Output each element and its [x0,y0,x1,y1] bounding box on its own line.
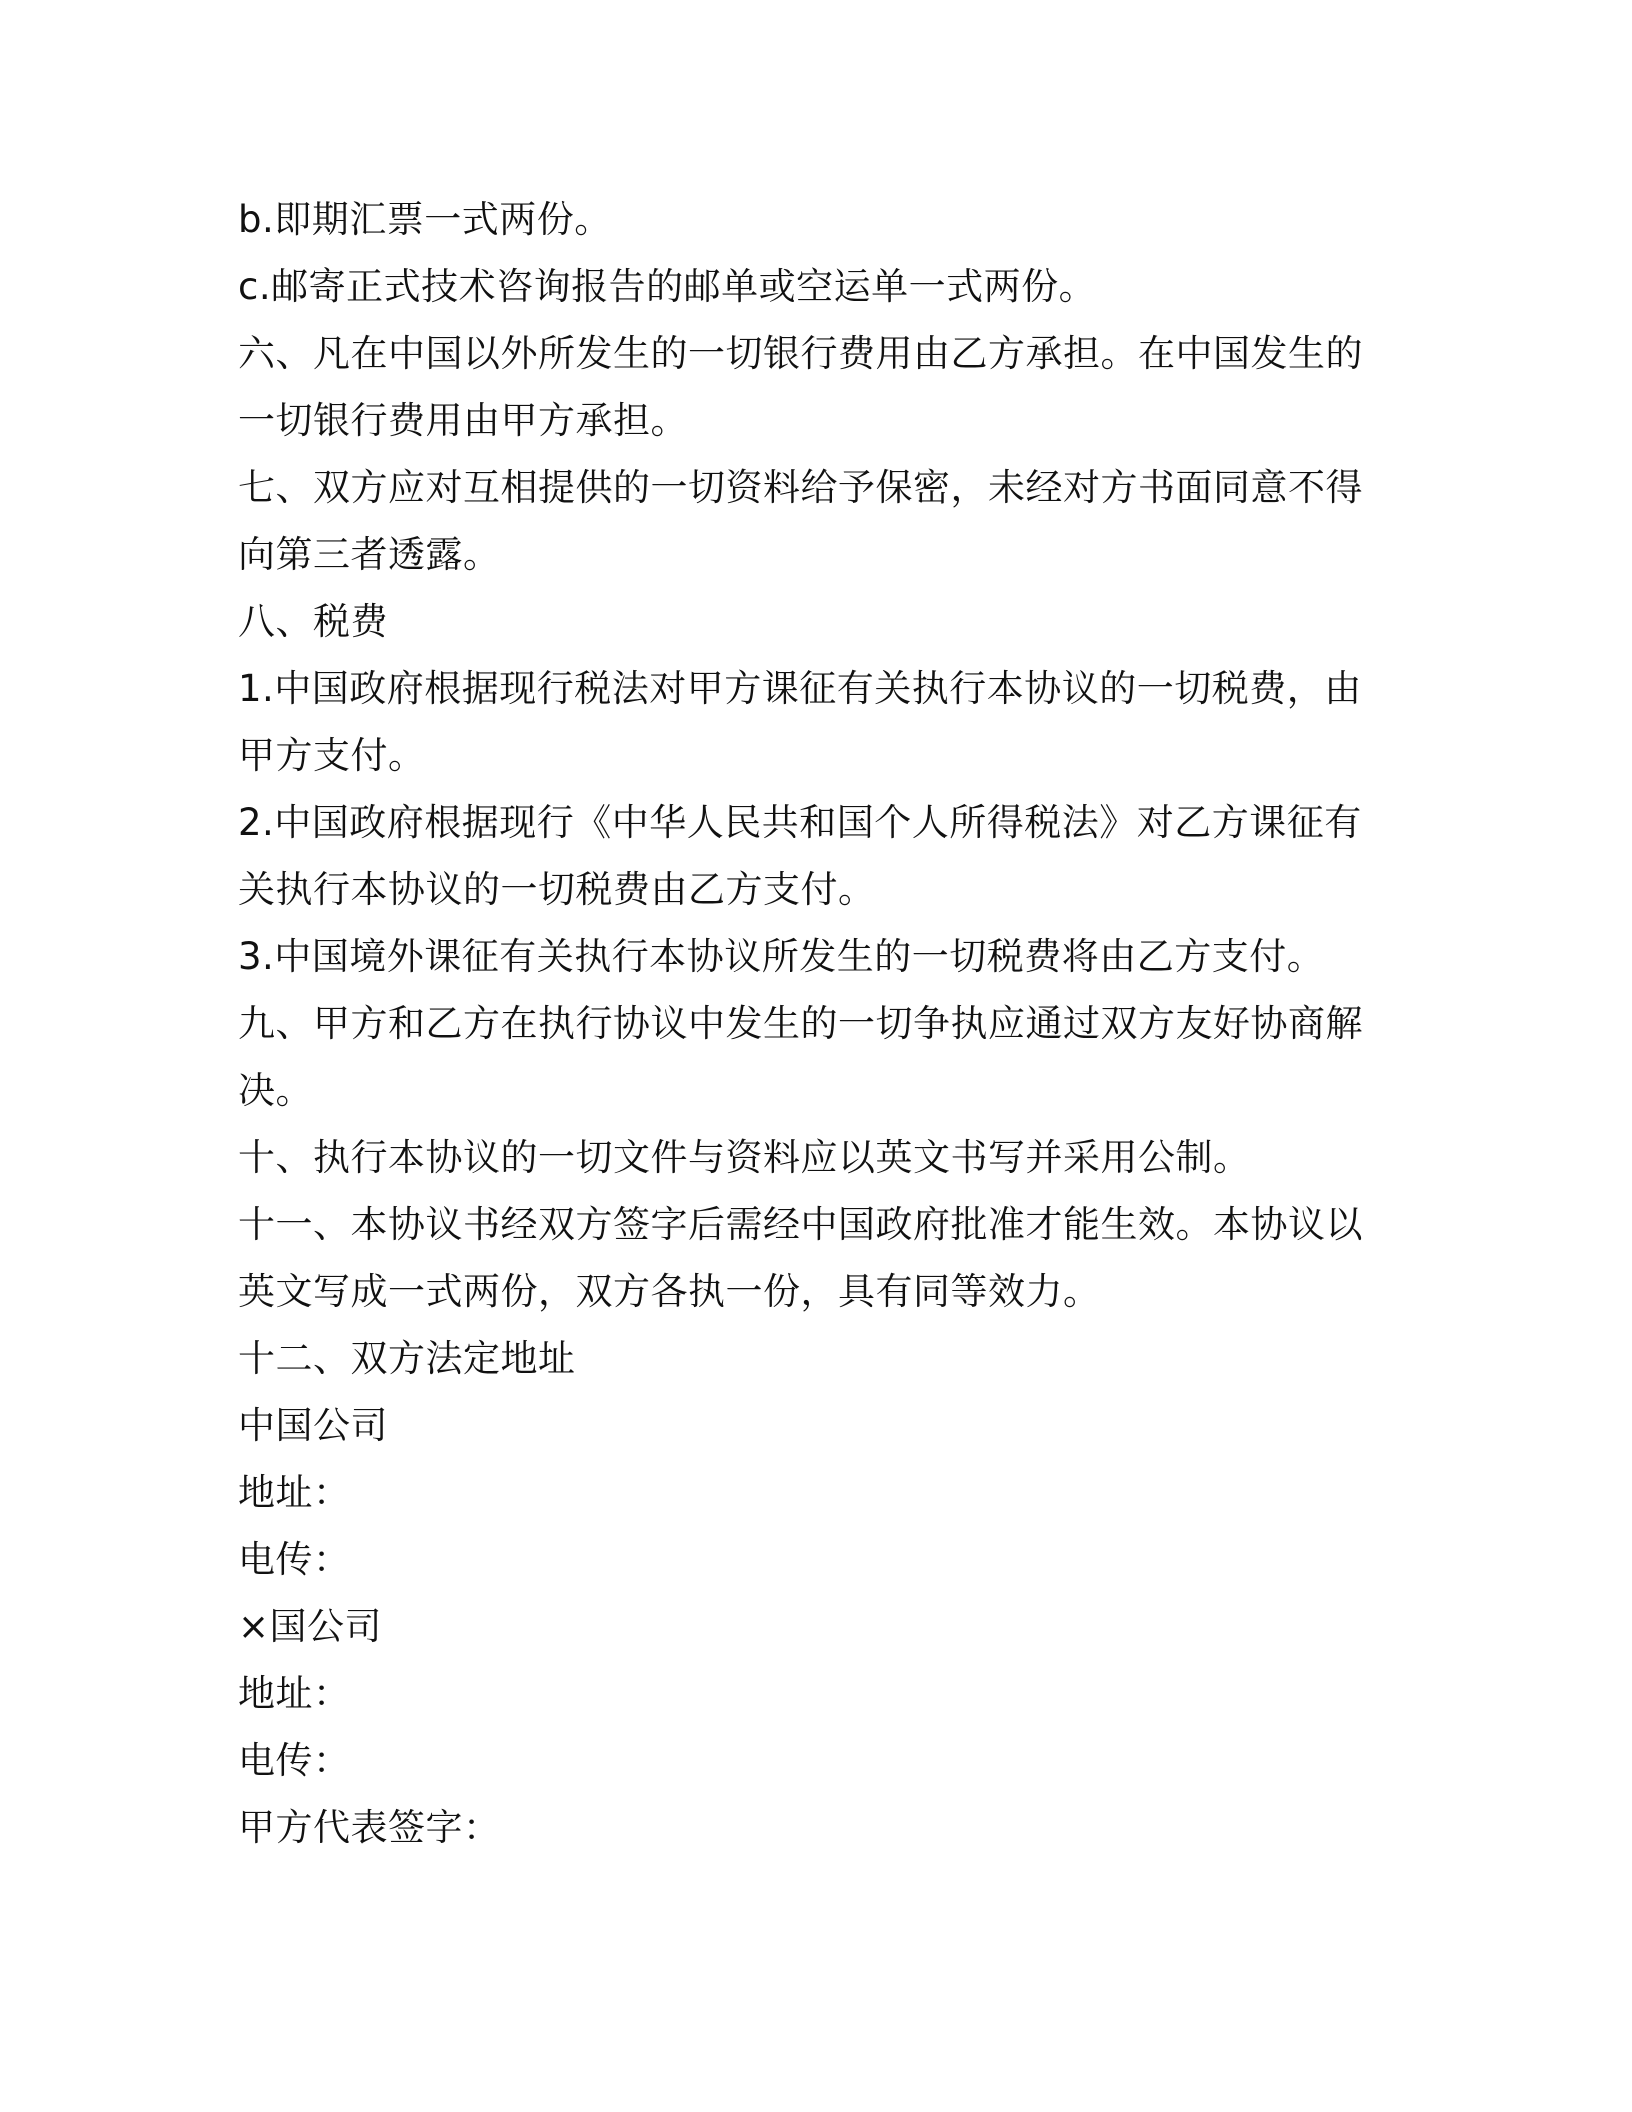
text-line-item-b: b.即期汇票一式两份。 [238,198,612,241]
text-line-clause-10: 十、执行本协议的一切文件与资料应以英文书写并采用公制。 [238,1136,1251,1179]
text-line-foreign-company-telex: 电传： [238,1739,351,1782]
text-line-party-a-signature: 甲方代表签字： [238,1806,501,1849]
document-body [238,186,1368,1861]
text-line-clause-11: 十一、本协议书经双方签字后需经中国政府批准才能生效。本协议以 [238,1203,1363,1246]
text-line-chinese-company: 中国公司 [238,1404,388,1447]
text-line-clause-8-item-3: 3.中国境外课征有关执行本协议所发生的一切税费将由乙方支付。 [238,935,1325,978]
text-line-clause-8-item-1: 1.中国政府根据现行税法对甲方课征有关执行本协议的一切税费，由 [238,667,1362,710]
text-line-clause-12-heading: 十二、双方法定地址 [238,1337,576,1380]
text-line-clause-7-cont: 向第三者透露。 [238,533,501,576]
text-line-clause-9: 九、甲方和乙方在执行协议中发生的一切争执应通过双方友好协商解 [238,1002,1363,1045]
text-line-clause-8-item-2: 2.中国政府根据现行《中华人民共和国个人所得税法》对乙方课征有 [238,801,1362,844]
text-line-chinese-company-telex: 电传： [238,1538,351,1581]
text-line-clause-7: 七、双方应对互相提供的一切资料给予保密，未经对方书面同意不得 [238,466,1363,509]
text-line-clause-6: 六、凡在中国以外所发生的一切银行费用由乙方承担。在中国发生的 [238,332,1363,375]
text-line-clause-9-cont: 决。 [238,1069,313,1112]
text-line-clause-8-item-1-cont: 甲方支付。 [238,734,426,777]
text-line-clause-8-item-2-cont: 关执行本协议的一切税费由乙方支付。 [238,868,876,911]
text-line-foreign-company: ×国公司 [238,1605,383,1648]
text-line-clause-8-heading: 八、税费 [238,600,388,643]
text-line-item-c: c.邮寄正式技术咨询报告的邮单或空运单一式两份。 [238,265,1097,308]
text-line-clause-6-cont: 一切银行费用由甲方承担。 [238,399,688,442]
text-line-chinese-company-address: 地址： [238,1471,351,1514]
text-line-clause-11-cont: 英文写成一式两份，双方各执一份，具有同等效力。 [238,1270,1101,1313]
text-line-foreign-company-address: 地址： [238,1672,351,1715]
